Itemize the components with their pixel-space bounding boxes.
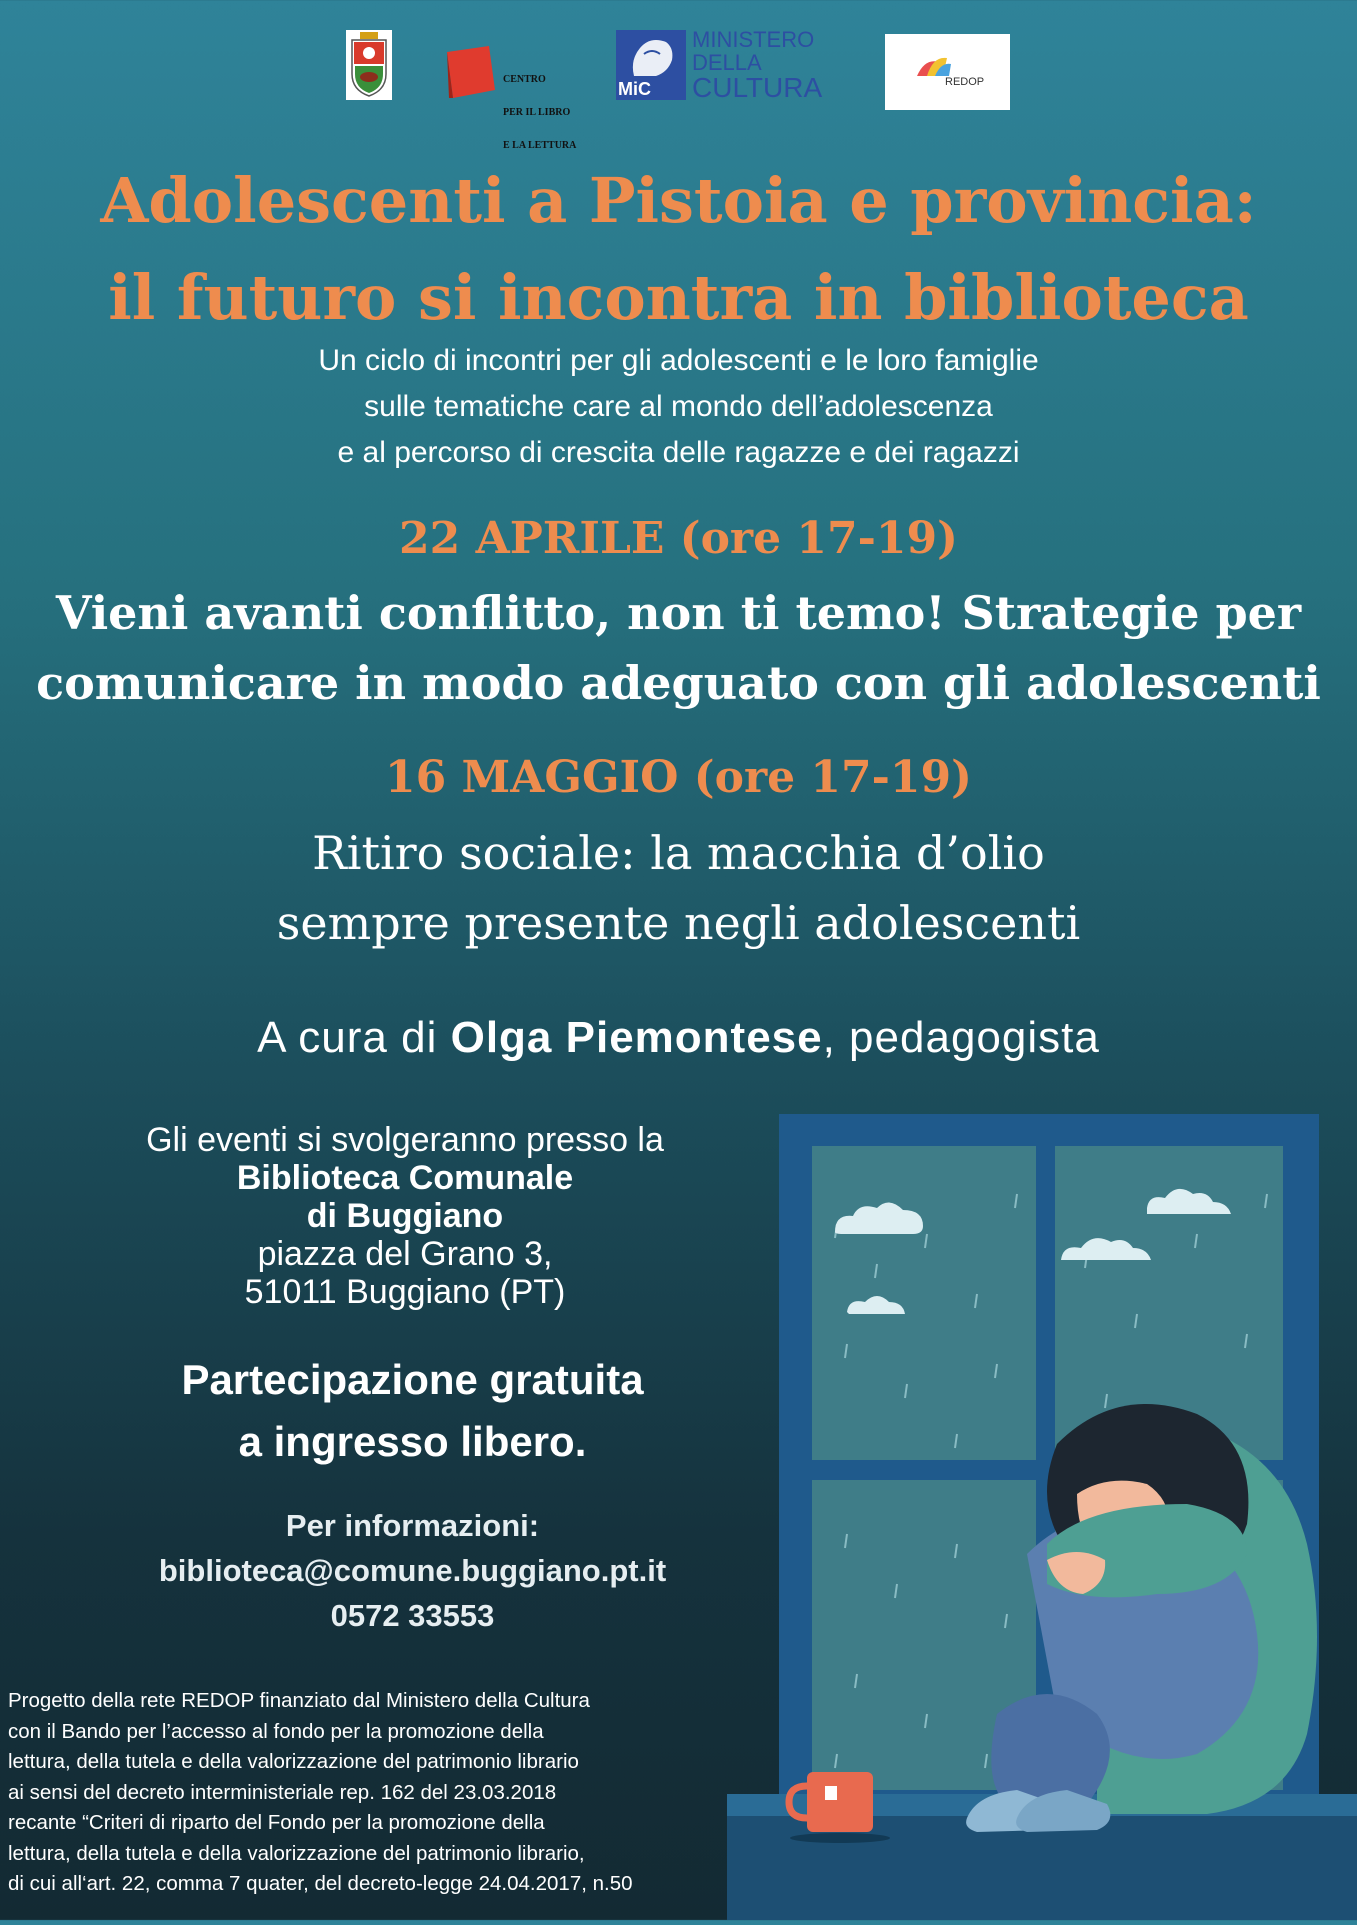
event-date: 16 MAGGIO (ore 17-19) [385, 752, 972, 803]
ministero-cultura-logo [616, 28, 836, 102]
venue-name: di Buggiano [306, 1197, 504, 1235]
venue-address: 51011 Buggiano (PT) [244, 1273, 566, 1311]
participation-line: Partecipazione gratuita [181, 1356, 644, 1403]
venue-address: piazza del Grano 3, [257, 1235, 553, 1273]
curator-name: Olga Piemontese [450, 1013, 823, 1062]
curator-role: , pedagogista [822, 1013, 1100, 1062]
cepell-logo [445, 44, 595, 151]
info-label: Per informazioni: [285, 1508, 540, 1543]
municipality-coat-of-arms-logo [346, 30, 392, 100]
venue-name: Biblioteca Comunale [236, 1159, 574, 1197]
venue-block [90, 1121, 720, 1311]
mic-text-line: MINISTERO [692, 27, 815, 52]
mic-text-line: CULTURA [692, 72, 823, 103]
info-email-link[interactable]: biblioteca@comune.buggiano.pt.it [158, 1553, 667, 1588]
cepell-text-line: E LA LETTURA [503, 140, 577, 151]
redop-logo [885, 34, 1010, 110]
mic-text-line: DELLA [692, 50, 762, 75]
cepell-text-line: CENTRO [503, 74, 546, 85]
event-title-line: sempre presente negli adolescenti [276, 896, 1081, 950]
mic-short-label: MiC [618, 79, 651, 99]
page-title-line: Adolescenti a Pistoia e provincia: [100, 164, 1257, 237]
curator-line [0, 1013, 1357, 1063]
info-phone: 0572 33553 [330, 1598, 495, 1633]
intro-line: Un ciclo di incontri per gli adolescenti e le loro famiglie [318, 344, 1039, 377]
venue-intro: Gli eventi si svolgeranno presso la [146, 1121, 664, 1159]
redop-label: REDOP [945, 76, 985, 88]
intro-line: sulle tematiche care al mondo dell’adolescenza [364, 390, 993, 423]
sad-teen-window-illustration [727, 1114, 1357, 1920]
funding-footnote: Progetto della rete REDOP finanziato dal Ministero della Cultura con il Bando per l’accesso al fondo per la promozione della lettura, della tutela e della valorizzazione del patrimonio librario ai sensi del decreto interministeriale rep. 162 del 23.03.2018 recante “Criteri di riparto del Fondo per la promozione della lettura, della tutela e della valorizzazione del patrimonio librario, di cui all‘art. 22, comma 7 quater, del decreto-legge 24.04.2017, n.50 [8, 1689, 633, 1895]
intro-line: e al percorso di crescita delle ragazze e dei ragazzi [337, 436, 1020, 469]
event-title-line: Ritiro sociale: la macchia d’olio [312, 826, 1045, 880]
event-title-line: comunicare in modo adeguato con gli adolescenti [36, 656, 1321, 710]
event-title-line: Vieni avanti conflitto, non ti temo! Strategie per [55, 586, 1302, 640]
page-title-line: il futuro si incontra in biblioteca [108, 261, 1249, 334]
curator-prefix: A cura di [257, 1013, 451, 1062]
participation-line: a ingresso libero. [238, 1418, 587, 1465]
cepell-text-line: PER IL LIBRO [503, 107, 571, 118]
event-date: 22 APRILE (ore 17-19) [399, 513, 958, 564]
